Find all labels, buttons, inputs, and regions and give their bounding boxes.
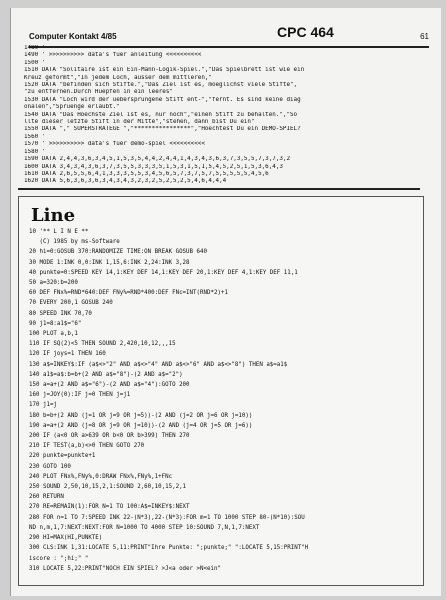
- code-line: 1540 DATA "Das Hoechste Ziel ist es, nur noch","einen Stift zu behalten.","So: [24, 111, 298, 118]
- code-line: 130 a$=INKEY$:IF (a$<>"2" AND a$<>"4" AND a$<>"6" AND a$<>"8") THEN a$=a1$: [29, 361, 288, 368]
- code-line: 250 SOUND 2,50,10,15,2,1:SOUND 2,60,10,15,2,1: [29, 484, 187, 491]
- code-line: 180 b=b+(2 AND (j=1 OR j=9 OR j=5))-(2 AND (j=2 OR j=6 OR j=10)): [29, 412, 253, 419]
- code-line: 140 a1$=a$:b=b+(2 AND a$="8")-(2 AND a$="2"): [29, 371, 183, 378]
- code-line: 1530 DATA "Loch wird der uebersprungene Stift ent-","fernt. Es sind keine diag: [24, 96, 301, 103]
- code-line: iscore : ";hi;" ": [29, 555, 89, 562]
- code-line: 20 hi=0:GOSUB 370:RANDOMIZE TIME:ON BREAK GOSUB 640: [29, 249, 207, 256]
- code-line: 80 SPEED INK 70,70: [29, 310, 92, 317]
- code-line: ND n,m,1,7:NEXT:NEXT:FOR N=1000 TO 4000 STEP 10:SOUND 7,N,1,7:NEXT: [29, 524, 260, 531]
- line-program-section: [18, 196, 424, 586]
- code-line: 1560 ': [24, 133, 46, 140]
- code-line: 100 PLOT a,b,1: [29, 331, 78, 338]
- code-line: 300 CLS:INK 1,31:LOCATE 5,11:PRINT"Ihre Punkte: ";punkte;" ":LOCATE 5,15:PRINT"H: [29, 545, 309, 552]
- code-line: 160 j=JOY(0):IF j=0 THEN j=j1: [29, 392, 131, 399]
- code-line: (C) 1985 by ms-Software: [29, 239, 120, 246]
- code-line: 30 MODE 1:INK 0,0:INK 1,15,6:INK 2,24:INK 3,28: [29, 259, 190, 266]
- code-line: 310 LOCATE 5,22:PRINT"NOCH EIN SPIEL? >J<a oder >N<ein": [29, 565, 221, 572]
- code-line: 290 HI=MAX(HI,PUNKTE): [29, 535, 103, 542]
- code-listing-line: [29, 227, 415, 574]
- code-line: 1620 DATA 5,6,3,6,3,6,3,4,3,4,3,2,3,2,5,2,5,2,5,4,6,4,4,4: [24, 178, 227, 185]
- code-listing-solitaire-data: [24, 45, 420, 186]
- code-line: 110 IF SQ(2)<5 THEN SOUND 2,420,10,12,,,15: [29, 341, 176, 348]
- code-line: 220 punkte=punkte+1: [29, 453, 96, 460]
- code-line: 1570 ' >>>>>>>>>> data's fuer demo-spiel <<<<<<<<<<: [24, 141, 205, 148]
- code-line: 280 FOR n=1 TO 7:SPEED INK 22-(N*3),22-(N*3):FOR m=1 TO 1000 STEP 80-(N*10):SOU: [29, 514, 305, 521]
- code-line: 1550 DATA "," SUPERSTRATEGE ","****************","Hoechtest Du ein DEMO-SPIEL?: [24, 126, 301, 133]
- code-line: 60 DEF FNx%=RND*640:DEF FNy%=RND*400:DEF FNc=INT(RND*2)+1: [29, 290, 228, 297]
- code-line: 1600 DATA 3,4,3,4,3,6,3,7,3,5,5,3,3,3,5,1,5,3,1,5,1,5,4,5,2,5,1,5,3,6,4,3: [24, 163, 283, 170]
- page-number: 61: [420, 32, 429, 41]
- section-divider: [18, 188, 420, 190]
- code-line: llte dieser letzte Stift in der Mitte","stehen, dann bist Du ein": [24, 119, 255, 126]
- code-line: 10 '** L I N E **: [29, 229, 89, 235]
- code-line: 1590 DATA 2,4,4,3,6,3,4,5,1,5,3,5,4,4,2,4,4,1,4,3,4,3,6,3,7,3,5,5,7,3,7,3,2: [24, 156, 290, 163]
- code-line: 1580 ': [24, 148, 46, 155]
- code-line: "zu entfernen.Durch Huepfen in ein leeres": [24, 89, 173, 96]
- code-line: 1490 ' >>>>>>>>>> data's fuer anleitung <<<<<<<<<<: [24, 52, 202, 59]
- code-line: 1480 ': [24, 45, 46, 51]
- publication-title: Computer Kontakt 4/85: [29, 32, 117, 41]
- code-line: 230 GOTO 100: [29, 463, 71, 470]
- code-line: 90 j1=8:a1$="6": [29, 320, 82, 327]
- section-title: Line: [31, 205, 76, 226]
- code-line: 190 a=a+(2 AND (j=8 OR j=9 OR j=10))-(2 AND (j=4 OR j=5 OR j=6)): [29, 422, 253, 429]
- code-line: 70 EVERY 200,1 GOSUB 240: [29, 300, 113, 307]
- code-line: 1520 DATA "befinden sich Stifte.","Das Ziel ist es, moeglichst viele Stifte",: [24, 82, 298, 89]
- code-line: onalen","Spruenge erlaubt.": [24, 104, 120, 111]
- computer-model-title: CPC 464: [277, 24, 334, 40]
- code-line: 210 IF TEST(a,b)<>0 THEN GOTO 270: [29, 443, 145, 450]
- code-line: 260 RETURN: [29, 494, 64, 501]
- code-line: 170 j1=j: [29, 402, 57, 409]
- code-line: 200 IF (a<0 OR a>639 OR b<0 OR b>399) THEN 270: [29, 433, 190, 440]
- code-line: 1500 ': [24, 59, 46, 66]
- code-line: 120 IF joys=1 THEN 160: [29, 351, 106, 358]
- code-line: 1610 DATA 2,6,5,5,6,4,1,3,3,3,5,5,3,4,5,6,5,7,3,7,5,7,5,5,5,5,5,4,5,6: [24, 170, 269, 177]
- code-line: 1510 DATA "Solitaire ist ein Ein-Mann-Logik-Spiel.","Das Spielbrett ist wie ein: [24, 67, 305, 74]
- code-line: Kreuz geformt","In jedem Loch, ausser dem mittleren,": [24, 74, 212, 81]
- code-line: 240 PLOT FNx%,FNy%,0:DRAW FNx%,FNy%,1+FNc: [29, 473, 173, 480]
- code-line: 40 punkte=0:SPEED KEY 14,1:KEY DEF 14,1:KEY DEF 20,1:KEY DEF 4,1:KEY DEF 11,1: [29, 269, 298, 276]
- code-line: 270 RE=REMAIN(1):FOR N=1 TO 100:A$=INKEY$:NEXT: [29, 504, 190, 511]
- code-line: 50 a=320:b=200: [29, 280, 78, 287]
- code-line: 150 a=a+(2 AND a$="6")-(2 AND a$="4"):GOTO 200: [29, 382, 190, 389]
